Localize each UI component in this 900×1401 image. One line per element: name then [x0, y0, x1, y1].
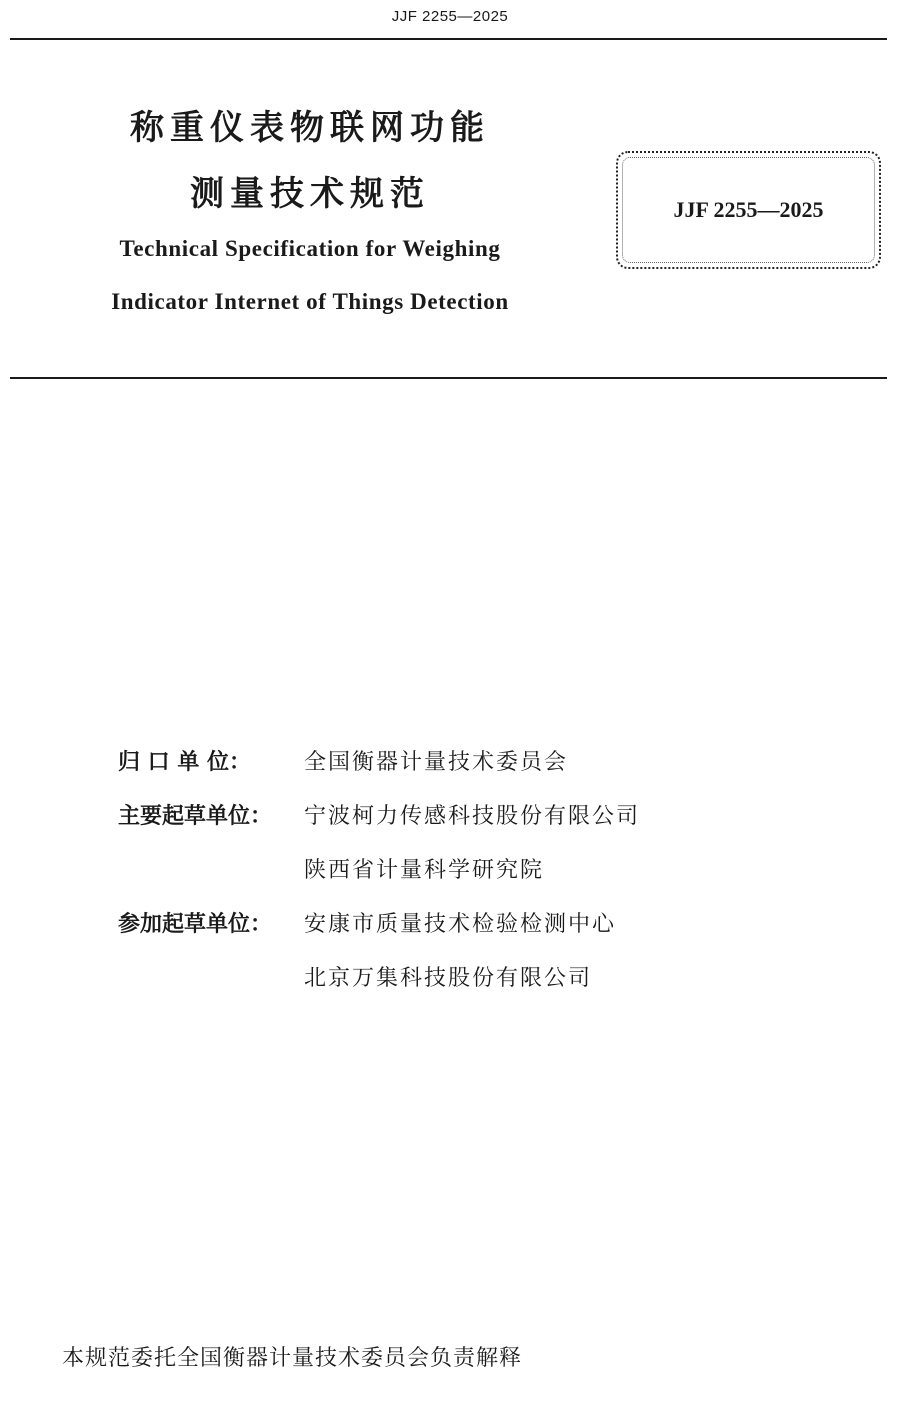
main-drafting-unit-label: 主要起草单位： — [118, 804, 273, 829]
participating-unit-row-2 — [118, 961, 592, 992]
gui-kou-unit-row — [118, 745, 568, 776]
participating-unit-value-2: 北京万集科技股份有限公司 — [304, 966, 593, 991]
main-drafting-unit-row — [118, 799, 640, 830]
participating-unit-row — [118, 907, 616, 938]
title-english-line-1: Technical Specification for Weighing — [119, 236, 501, 261]
title-english-line-2: Indicator Internet of Things Detection — [111, 289, 509, 314]
top-divider — [10, 38, 887, 40]
main-drafting-unit-row-2 — [118, 853, 544, 884]
middle-divider — [10, 377, 887, 379]
header-code: JJF 2255—2025 — [391, 8, 509, 25]
participating-unit-value-1: 安康市质量技术检验检测中心 — [304, 912, 617, 937]
main-drafting-unit-value-2: 陕西省计量科学研究院 — [304, 858, 545, 883]
title-chinese-line-1: 称重仪表物联网功能 — [130, 108, 490, 148]
main-drafting-unit-value-1: 宁波柯力传感科技股份有限公司 — [304, 804, 641, 829]
gui-kou-unit-value: 全国衡器计量技术委员会 — [304, 750, 569, 775]
participating-unit-label: 参加起草单位： — [118, 912, 273, 937]
standard-code: JJF 2255—2025 — [673, 197, 824, 222]
gui-kou-unit-label: 归 口 单 位： — [118, 750, 251, 775]
title-chinese-line-2: 测量技术规范 — [190, 174, 430, 214]
interpretation-note: 本规范委托全国衡器计量技术委员会负责解释 — [62, 1346, 523, 1371]
standard-code-box — [616, 151, 881, 269]
